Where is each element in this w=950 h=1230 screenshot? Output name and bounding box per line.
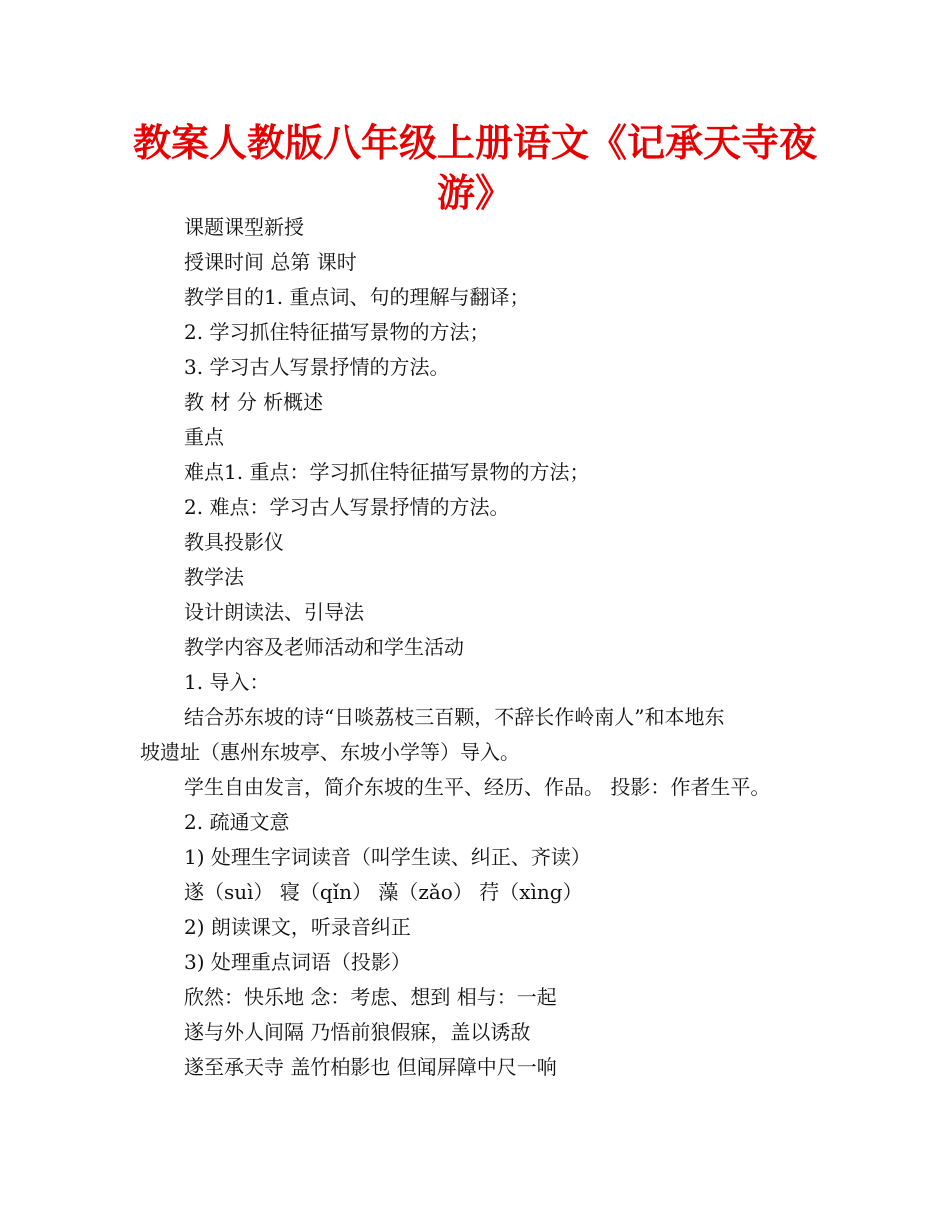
text-line: 结合苏东坡的诗“日啖荔枝三百颗，不辞长作岭南人”和本地东 [184,705,725,729]
text-line: 2. 难点：学习古人写景抒情的方法。 [184,495,510,519]
text-line: 学生自由发言，简介东坡的生平、经历、作品。 投影：作者生平。 [184,775,771,799]
document-title: 教案人教版八年级上册语文《记承天寺夜游》 [132,121,817,215]
text-line: 3. 学习古人写景抒情的方法。 [184,355,450,379]
text-line: 教 材 分 析概述 [184,390,324,414]
text-line: 欣然：快乐地 念：考虑、想到 相与：一起 [184,985,557,1009]
text-line: 授课时间 总第 课时 [184,250,357,274]
text-line: 坡遗址（惠州东坡亭、东坡小学等）导入。 [140,740,520,764]
text-line: 教学目的1. 重点词、句的理解与翻译； [184,285,530,309]
text-line: 教学法 [184,565,244,589]
text-line: 遂与外人间隔 乃悟前狼假寐，盖以诱敌 [184,1020,531,1044]
text-line: 教学内容及老师活动和学生活动 [184,635,464,659]
text-line: 2. 疏通文意 [184,810,290,834]
text-line: 重点 [184,425,224,449]
text-line: 2. 学习抓住特征描写景物的方法； [184,320,490,344]
text-line: 设计朗读法、引导法 [184,600,364,624]
text-line: 3) 处理重点词语（投影） [184,950,411,974]
text-line: 2) 朗读课文，听录音纠正 [184,915,411,939]
text-line: 教具投影仪 [184,530,284,554]
text-line: 难点1. 重点：学习抓住特征描写景物的方法； [184,460,590,484]
text-line: 遂（suì） 寝（qǐn） 藻（zǎo） 荇（xìng） [184,880,583,904]
document-body [140,210,830,1085]
text-line: 遂至承天寺 盖竹柏影也 但闻屏障中尺一响 [184,1055,557,1079]
text-line: 课题课型新授 [184,215,304,239]
text-line: 1. 导入： [184,670,270,694]
text-line: 1) 处理生字词读音（叫学生读、纠正、齐读） [184,845,591,869]
